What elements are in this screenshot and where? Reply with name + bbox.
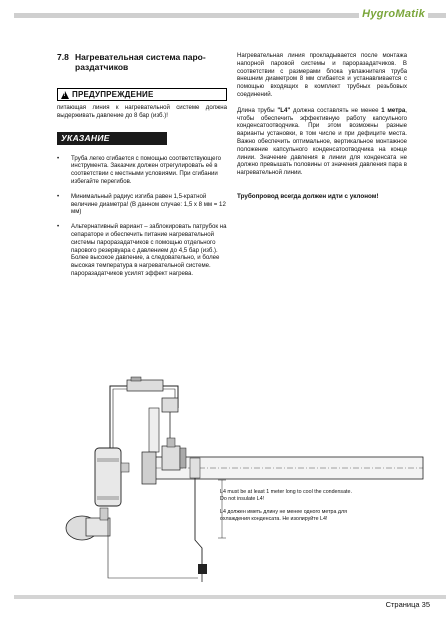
warning-triangle-icon: ! [61,91,69,99]
note-bullet-list [57,155,227,278]
paragraph-installation: Нагревательная линия прокладывается после монтажа напорной паровой системы и пароразадатчиков. В соответствии с размерами блока увлажнителя труба внешним диаметром 8 мм сгибается и устанавливается с помощью входящих в комплект трубных резьбовых соединений. [237,52,407,98]
separator-vessel [95,448,129,506]
footer-rule [14,595,446,599]
bullet-icon: • [57,154,60,162]
note-label-box [57,132,167,145]
warning-text: питающая линия к нагревательной системе должна выдерживать давление до 8 бар (изб.)! [57,104,227,119]
bullet-icon: • [57,223,60,231]
section-number: 7.8 [57,52,69,62]
bullet-text: Труба легко сгибается с помощью соответствующего инструмента. Заказчик должен отрегулировать её в соответствии с местными условиями. При сгибании избегайте перегибов. [71,154,222,185]
bullet-text: Альтернативный вариант – заблокировать патрубок на сепараторе и обеспечить питание нагревательной системы пароразадатчиков с помощью отдельного парового резервуара с давлением до 4,5 бар (изб.). Более высокое давление, а следовательно, и более высокая температура в нагревательной системе. пароразадатчиков усилят эффект нагрева. [71,223,227,277]
section-heading [57,52,227,72]
bullet-icon: • [57,192,60,200]
list-item [57,155,227,186]
diagram-label-ru-1: L4 должен иметь длину не менее одного метра для [220,509,347,515]
paragraph-pipe-length: Длина трубы "L4" должна составлять не менее 1 метра, чтобы обеспечить эффективную работу капсульного конденсатоотводчика. При этом возможны разные варианты установки, в том числе и при дефиците места. Важно обеспечить оптимальное, вертикальное монтажное положение капсульного конденсатоотводчика на конце линии. Значение давления в линии для конденсата не должно превышать половины от значения давления пара в нагревательной линии. [237,106,407,177]
brand-logo: HygroMatik [359,8,428,20]
left-column [57,52,227,285]
installation-diagram [50,368,430,593]
diagram-label-en-1: L4 must be at least 1 meter long to cool the condensate. [220,489,352,495]
diagram-label-en-2: Do not insulate L4! [220,496,265,502]
note-label: УКАЗАНИЕ [61,132,110,143]
bullet-text: Минимальный радиус изгиба равен 1,5-кратной величине диаметра! (В данном случае: 1,5 х 8 мм = 12 мм) [71,192,226,216]
warning-label: ПРЕДУПРЕЖДЕНИЕ [72,90,154,99]
list-item [57,193,227,216]
diagram-label-ru-2: охлаждения конденсата. Не изолируйте L4! [220,516,328,522]
pump-unit [66,508,110,540]
warning-label-box [57,88,227,101]
section-title: Нагревательная система паро-раздатчиков [75,52,206,72]
page-number: Страница 35 [385,600,430,609]
steam-rail [155,457,423,479]
paragraph-slope-warning: Трубопровод всегда должен идти с уклоном! [237,192,379,200]
condensate-line [108,478,207,582]
header-logo-bar [0,8,446,24]
right-column [237,52,407,201]
list-item [57,223,227,278]
